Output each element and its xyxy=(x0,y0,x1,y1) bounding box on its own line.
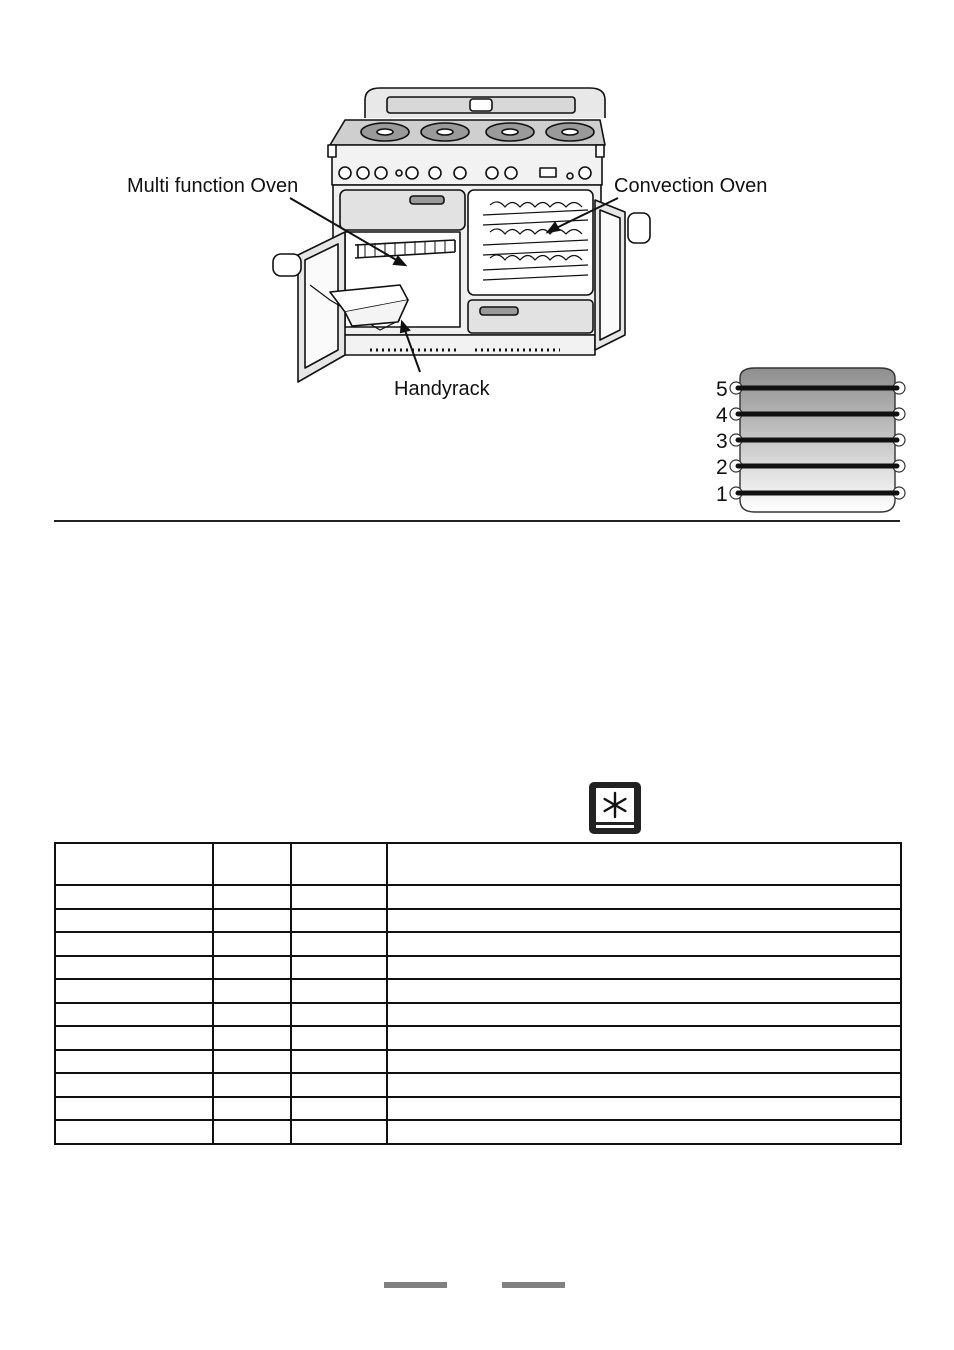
table-cell xyxy=(213,885,291,909)
table-cell xyxy=(291,1003,387,1027)
table-cell xyxy=(291,1026,387,1050)
convection-oven-label: Convection Oven xyxy=(614,175,768,197)
table-cell xyxy=(213,1050,291,1074)
multi-function-oven-label: Multi function Oven xyxy=(127,175,299,197)
table-header-cell xyxy=(387,843,901,885)
table-cell xyxy=(387,885,901,909)
table-row xyxy=(55,1026,901,1050)
table-row xyxy=(55,1097,901,1121)
table-cell xyxy=(213,1073,291,1097)
table-cell xyxy=(387,1120,901,1144)
footer-bar-left xyxy=(384,1282,447,1288)
shelf-number-1: 1 xyxy=(716,483,728,506)
table-cell xyxy=(291,909,387,933)
table-row xyxy=(55,1073,901,1097)
table-row xyxy=(55,1003,901,1027)
table-row xyxy=(55,885,901,909)
table-cell xyxy=(55,1073,213,1097)
table-cell xyxy=(291,1073,387,1097)
shelf-positions-diagram xyxy=(700,360,910,520)
table-cell xyxy=(213,1120,291,1144)
range-cooker-illustration xyxy=(0,0,954,400)
table-cell xyxy=(55,979,213,1003)
table-row xyxy=(55,909,901,933)
table-cell xyxy=(55,1120,213,1144)
table-cell xyxy=(291,885,387,909)
table-cell xyxy=(213,909,291,933)
table-header-row xyxy=(55,843,901,885)
handyrack-label: Handyrack xyxy=(394,378,490,400)
table-cell xyxy=(291,979,387,1003)
table-cell xyxy=(55,932,213,956)
table-cell xyxy=(213,956,291,980)
table-row xyxy=(55,979,901,1003)
cooking-guide-table xyxy=(54,842,902,1145)
footer-bar-right xyxy=(502,1282,565,1288)
fan-oven-symbol-icon xyxy=(587,780,643,836)
table-header-cell xyxy=(213,843,291,885)
section-divider xyxy=(54,520,900,522)
table-cell xyxy=(387,1073,901,1097)
table-row xyxy=(55,1120,901,1144)
shelf-number-4: 4 xyxy=(716,404,728,427)
table-cell xyxy=(387,932,901,956)
table-row xyxy=(55,1050,901,1074)
table-cell xyxy=(55,1026,213,1050)
table-cell xyxy=(213,1026,291,1050)
table-header-cell xyxy=(55,843,213,885)
table-cell xyxy=(387,909,901,933)
table-cell xyxy=(291,932,387,956)
table-cell xyxy=(291,956,387,980)
table-cell xyxy=(213,1003,291,1027)
table-cell xyxy=(387,1097,901,1121)
table-cell xyxy=(291,1097,387,1121)
table-cell xyxy=(291,1050,387,1074)
table-header-cell xyxy=(291,843,387,885)
table-cell xyxy=(387,956,901,980)
table-cell xyxy=(55,1003,213,1027)
table-cell xyxy=(213,932,291,956)
table-cell xyxy=(387,1050,901,1074)
table-cell xyxy=(55,1050,213,1074)
shelf-number-5: 5 xyxy=(716,378,728,401)
shelf-number-2: 2 xyxy=(716,456,728,479)
table-cell xyxy=(387,1026,901,1050)
table-row xyxy=(55,932,901,956)
table-cell xyxy=(55,885,213,909)
table-cell xyxy=(291,1120,387,1144)
table-cell xyxy=(55,956,213,980)
table-row xyxy=(55,956,901,980)
table-cell xyxy=(387,979,901,1003)
shelf-number-3: 3 xyxy=(716,430,728,453)
table-cell xyxy=(55,909,213,933)
table-cell xyxy=(213,1097,291,1121)
table-cell xyxy=(213,979,291,1003)
table-cell xyxy=(387,1003,901,1027)
table-cell xyxy=(55,1097,213,1121)
